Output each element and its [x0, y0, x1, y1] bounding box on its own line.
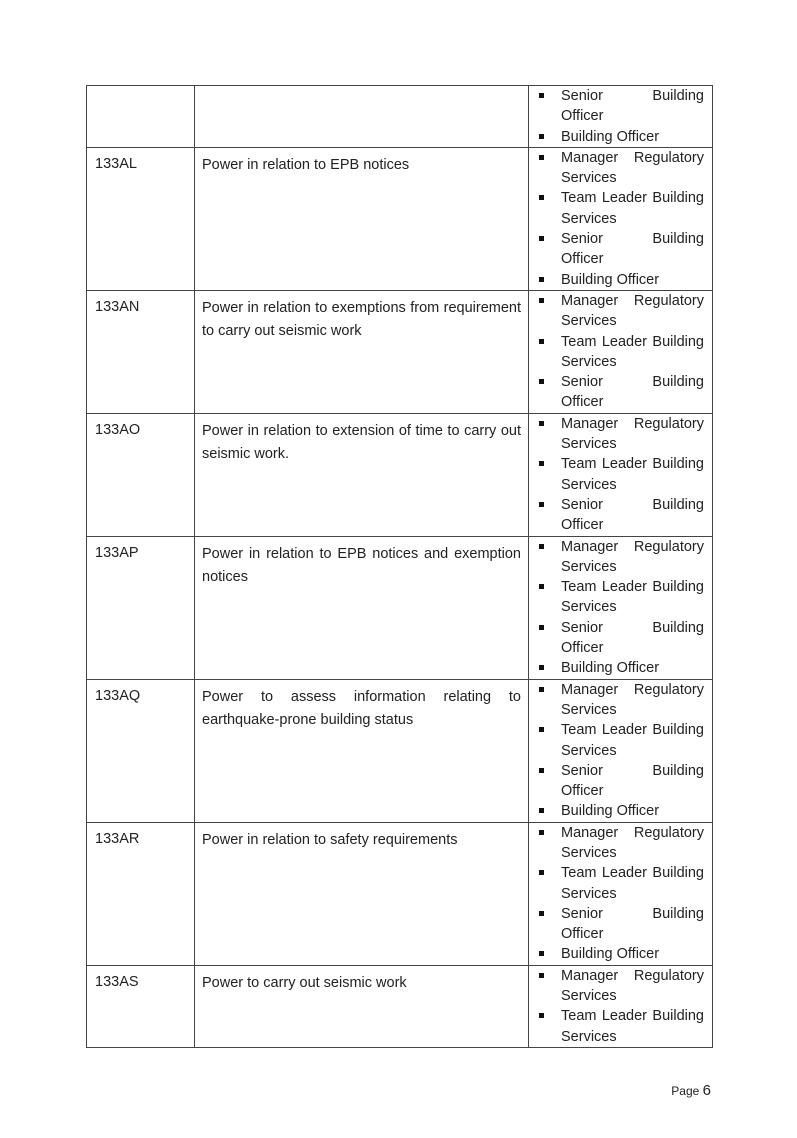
- delegates-cell: [529, 822, 713, 965]
- delegations-table: [86, 85, 713, 1048]
- description-cell: Power to assess information relating to earthquake-prone building status: [195, 679, 529, 822]
- role-item: Building Officer: [537, 944, 704, 964]
- role-list: [537, 537, 704, 679]
- table-row: [87, 822, 713, 965]
- delegates-cell: [529, 290, 713, 413]
- role-item: Building Officer: [537, 658, 704, 678]
- description-cell: [195, 86, 529, 148]
- table-row: [87, 679, 713, 822]
- role-item: Senior Building Officer: [537, 86, 704, 127]
- role-item: Manager Regulatory Services: [537, 823, 704, 864]
- role-item: Senior Building Officer: [537, 229, 704, 270]
- description-cell: Power in relation to extension of time to carry out seismic work.: [195, 413, 529, 536]
- role-list: [537, 86, 704, 147]
- section-cell: [87, 86, 195, 148]
- role-item: Senior Building Officer: [537, 495, 704, 536]
- description-cell: Power in relation to exemptions from requirement to carry out seismic work: [195, 290, 529, 413]
- delegates-cell: [529, 413, 713, 536]
- delegates-cell: [529, 147, 713, 290]
- role-item: Senior Building Officer: [537, 372, 704, 413]
- delegates-cell: [529, 965, 713, 1047]
- role-item: Manager Regulatory Services: [537, 680, 704, 721]
- table-row: [87, 86, 713, 148]
- role-item: Team Leader Building Services: [537, 332, 704, 373]
- role-list: [537, 148, 704, 290]
- role-item: Team Leader Building Services: [537, 863, 704, 904]
- section-cell: 133AL: [87, 147, 195, 290]
- table-row: [87, 536, 713, 679]
- description-cell: Power in relation to EPB notices: [195, 147, 529, 290]
- page-number: 6: [702, 1082, 711, 1099]
- role-list: [537, 680, 704, 822]
- role-item: Manager Regulatory Services: [537, 148, 704, 189]
- page-label: Page: [671, 1084, 700, 1098]
- role-item: Senior Building Officer: [537, 618, 704, 659]
- section-cell: 133AP: [87, 536, 195, 679]
- delegates-cell: [529, 536, 713, 679]
- section-cell: 133AN: [87, 290, 195, 413]
- section-cell: 133AO: [87, 413, 195, 536]
- role-item: Manager Regulatory Services: [537, 291, 704, 332]
- table-row: [87, 290, 713, 413]
- table-row: [87, 147, 713, 290]
- role-item: Senior Building Officer: [537, 904, 704, 945]
- role-list: [537, 966, 704, 1047]
- section-cell: 133AQ: [87, 679, 195, 822]
- page-footer: [671, 1082, 711, 1099]
- role-item: Manager Regulatory Services: [537, 537, 704, 578]
- role-item: Team Leader Building Services: [537, 188, 704, 229]
- table-row: [87, 965, 713, 1047]
- role-item: Team Leader Building Services: [537, 454, 704, 495]
- role-item: Building Officer: [537, 127, 704, 147]
- role-list: [537, 414, 704, 536]
- delegates-cell: [529, 86, 713, 148]
- role-list: [537, 823, 704, 965]
- role-item: Building Officer: [537, 801, 704, 821]
- role-item: Manager Regulatory Services: [537, 414, 704, 455]
- role-item: Team Leader Building Services: [537, 577, 704, 618]
- role-item: Manager Regulatory Services: [537, 966, 704, 1007]
- section-cell: 133AS: [87, 965, 195, 1047]
- role-item: Team Leader Building Services: [537, 720, 704, 761]
- table-row: [87, 413, 713, 536]
- description-cell: Power in relation to safety requirements: [195, 822, 529, 965]
- description-cell: Power in relation to EPB notices and exemption notices: [195, 536, 529, 679]
- role-list: [537, 291, 704, 413]
- section-cell: 133AR: [87, 822, 195, 965]
- role-item: Senior Building Officer: [537, 761, 704, 802]
- role-item: Building Officer: [537, 270, 704, 290]
- role-item: Team Leader Building Services: [537, 1006, 704, 1047]
- delegates-cell: [529, 679, 713, 822]
- description-cell: Power to carry out seismic work: [195, 965, 529, 1047]
